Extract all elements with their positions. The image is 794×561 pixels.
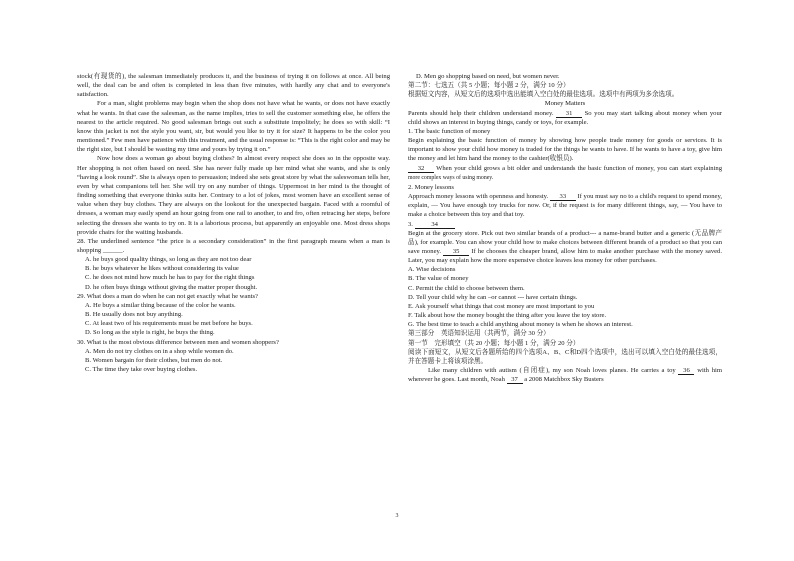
- passage-paragraph-1: stock(有现货的), the salesman immediately produces it, and the business of trying it on follows at once. All being well, the deal can be and often is completed in less than five minutes, with hardly any chat and to everyone's satisfaction.: [77, 73, 390, 99]
- money-paragraph-5: [408, 229, 722, 266]
- text: a 2008 Matchbox Sky Busters: [524, 376, 604, 384]
- blank-33: 33: [550, 193, 576, 201]
- text: more complex ways of using money.: [408, 174, 494, 181]
- question-30-stem: 30. What is the most obvious difference between men and women shoppers?: [77, 338, 279, 346]
- text: Parents should help their children understand money.: [408, 109, 554, 117]
- blank-36: 36: [678, 367, 694, 375]
- money-paragraph-4: [408, 192, 722, 219]
- text: 3.: [408, 220, 413, 228]
- question-28-stem: 28. The underlined sentence “the price is a secondary consideration” in the first paragraph means when a man is shopping ______.: [77, 237, 390, 254]
- money-paragraph-2: Begin explaining the basic function of money by showing how people trade money for goods or services. It is important to show your child how money is traded for the things he wants to have. If he wants to have a toy, give him the money and let him hand the money to the cashier(收银员).: [408, 137, 722, 163]
- option-d: D. Tell your child why he can –or cannot --- have certain things.: [408, 293, 578, 301]
- question-29-option-c: C. At least two of his requirements must be met before he buys.: [85, 320, 253, 328]
- money-paragraph-3: [408, 164, 722, 183]
- heading-1: 1. The basic function of money: [408, 127, 491, 135]
- left-column: [77, 72, 390, 374]
- option-g: G. The best time to teach a child anything about money is when he shows an interest.: [408, 321, 633, 329]
- question-30-option-a: A. Men do not try clothes on in a shop while women do.: [85, 347, 234, 355]
- cloze-paragraph-1: [408, 366, 722, 384]
- part-3-section-1: 第一节 完形填空（共 20 小题；每小题 1 分，满分 20 分）: [408, 339, 580, 347]
- text: Like many children with autism (自闭症), my son Noah loves planes. He carries a toy: [428, 367, 676, 374]
- text: If you must say no to a child's request to spend money, explain, — You have enough toy trucks for now. Or, if the request is for many different things, say, — You have to make a choice between this toy and that toy.: [408, 193, 722, 219]
- section-2-instruction: 根据短文内容，从短文后的选项中选出能填入空白处的最佳选项。选项中有两项为多余选项。: [408, 91, 679, 99]
- section-2-header: 第二节：七选五（共 5 小题；每小题 2 分，满分 10 分）: [408, 82, 570, 90]
- question-28-option-b: B. he buys whatever he likes without considering its value: [85, 265, 239, 273]
- heading-2: 2. Money lessons: [408, 183, 454, 191]
- option-a: A. Wise decisions: [408, 266, 456, 274]
- heading-3: [408, 220, 722, 229]
- question-30-option-c: C. The time they take over buying clothes.: [85, 366, 198, 373]
- question-29-option-a: A. He buys a similar thing because of the color he wants.: [85, 301, 236, 309]
- option-c: C. Permit the child to choose between them.: [408, 284, 525, 292]
- passage-paragraph-2: For a man, slight problems may begin when the shop does not have what he wants, or does not have exactly what he wants. In that case the salesman, as the name implies, tries to sell the customer something else, he offers the nearest to the article required. No good salesman brings out such a substitute impolitely; he does so with skill: “I know this jacket is not the style you want, sir, but would you like to try it for size? It happens to be the color you mentioned.” Few men have patience with this treatment, and the usual response is: “This is the right color and may be the right size, but I should be wasting my time and yours by trying it on.”: [77, 100, 390, 154]
- option-e: E. Ask yourself what things that cost money are most important to you: [408, 302, 595, 310]
- text: So you may start talking about money when your child shows an interest in buying things, candy or toys, for example.: [408, 109, 722, 126]
- text: When your child grows a bit older and understands the basic function of money, you can start explaining: [436, 164, 722, 172]
- page-number: 3: [395, 513, 399, 519]
- part-3-header: 第三部分 英语知识运用（共两节，满分 30 分）: [408, 330, 550, 338]
- question-30-option-d: D. Men go shopping based on need, but women never.: [416, 73, 560, 80]
- question-29-option-d: D. So long as the style is right, he buys the thing.: [85, 329, 215, 337]
- question-28-option-a: A. he buys good quality things, so long as they are not too dear: [85, 256, 252, 264]
- text: Begin at the grocery store. Pick out two similar brands of a product--- a name-brand butter and a generic (无品牌产品), for example. You can show your child how to make choices between different brands of a product so that you can save money.: [408, 229, 722, 255]
- question-28-option-c: C. he does not mind how much he has to pay for the right things: [85, 274, 255, 282]
- blank-34: 34: [415, 221, 455, 229]
- passage-paragraph-3: Now how does a woman go about buying clothes? In almost every respect she does so in the opposite way. Her shopping is not often based on need. She has never fully made up her mind what she wants, and she is only “having a look round”. She is always open to persuasion; indeed she sets great store by what the saleswoman tells her, even by what companions tell her. She will try on any number of things. Uppermost in her mind is the thought of finding something that everyone thinks suits her. Contrary to a lot of jokes, most women have an excellent sense of value when they buy clothes. They are always on the lookout for the unexpected bargain. Faced with a roomful of dresses, a woman may easily spend an hour going from one rail to another, to and fro, often retracing her steps, before selecting the dresses she wants to try on. It is a laborious process, but apparently an enjoyable one. Most dress shops provide chairs for the waiting husbands.: [77, 155, 390, 236]
- blank-32: 32: [408, 165, 434, 173]
- text: with him wherever he goes. Last month, Noah: [408, 367, 722, 384]
- question-29-stem: 29. What does a man do when he can not get exactly what he wants?: [77, 292, 258, 300]
- right-column: [408, 72, 722, 384]
- text: Approach money lessons with openness and honesty.: [408, 193, 549, 201]
- blank-37: 37: [507, 376, 523, 384]
- part-3-instruction: 阅读下面短文，从短文后各题所给的四个选项A、B、C和D四个选项中，选出可以填入空白处的最佳选项，并在答题卡上将该项涂黑。: [408, 348, 722, 365]
- passage-title: Money Matters: [544, 100, 586, 108]
- money-paragraph-1: [408, 109, 722, 127]
- option-f: F. Talk about how the money bought the thing after you leave the toy store.: [408, 312, 607, 320]
- question-29-option-b: B. He usually does not buy anything.: [85, 311, 183, 319]
- option-b: B. The value of money: [408, 275, 469, 283]
- question-30-option-b: B. Women bargain for their clothes, but men do not.: [85, 356, 223, 364]
- question-28-option-d: D. he often buys things without giving the matter proper thought.: [85, 283, 258, 291]
- blank-35: 35: [443, 248, 469, 256]
- blank-31: 31: [556, 110, 582, 118]
- text: If he chooses the cheaper brand, allow him to make another purchase with the money saved. Later, you may explain how the more expensive choice leaves less money for other purchases.: [408, 247, 722, 265]
